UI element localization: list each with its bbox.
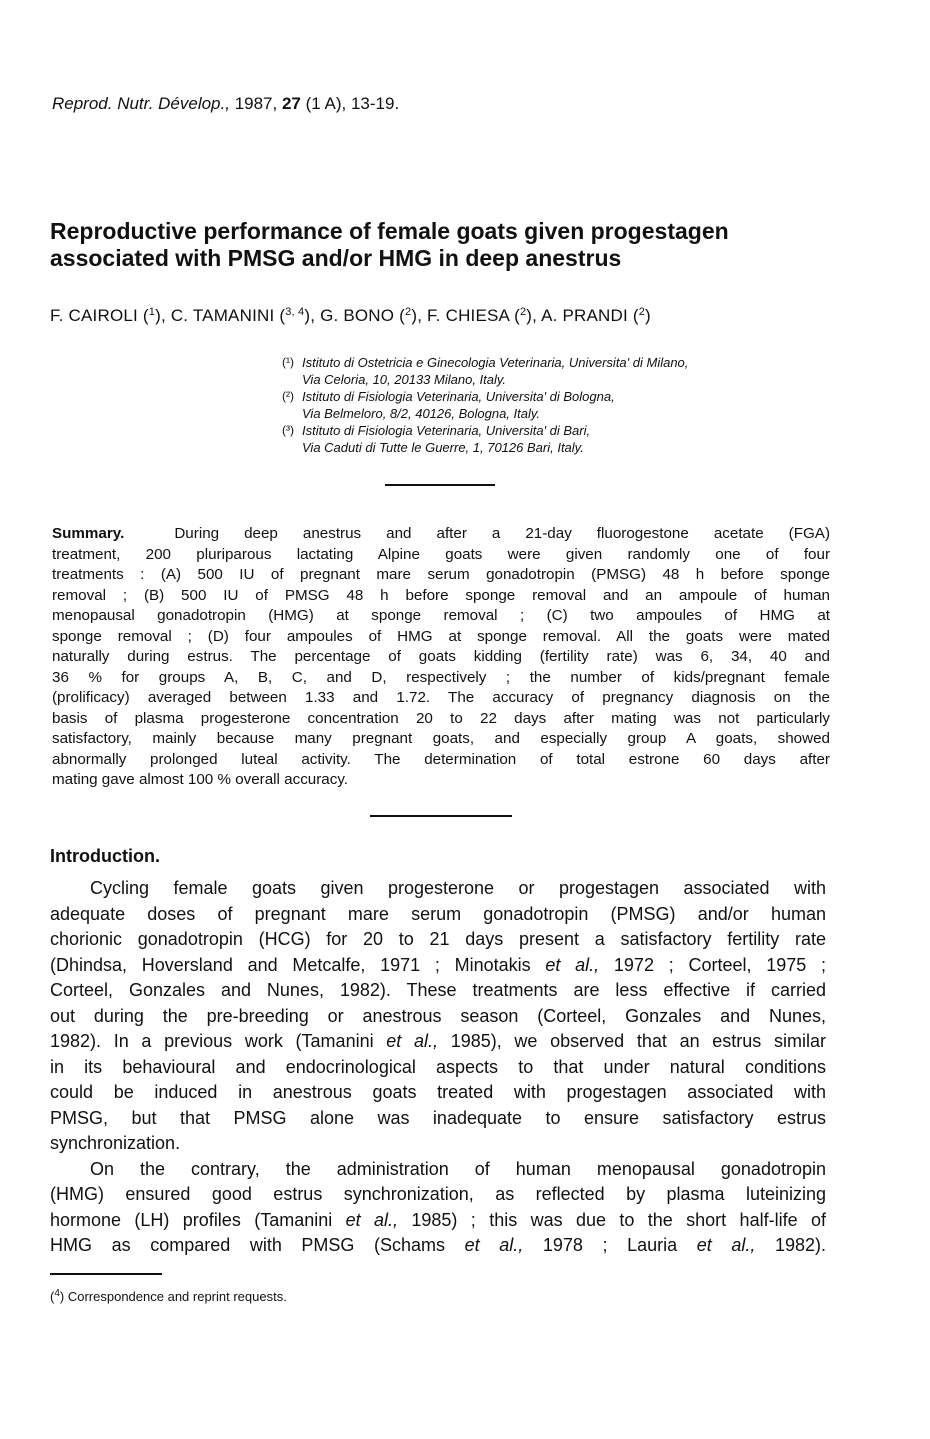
body-line: (Dhindsa, Hoversland and Metcalfe, 1971 ; Minotakis et al., 1972 ; Corteel, 1975 ;: [50, 954, 826, 975]
body-line: Corteel, Gonzales and Nunes, 1982). These treatments are less effective if carried: [50, 980, 826, 1000]
summary-line: sponge removal ; (D) four ampoules of HMG at sponge removal. All the goats were mated: [52, 627, 830, 645]
footnote-marker: 4: [54, 1288, 60, 1299]
author-list: F. CAIROLI ($^1$), C. TAMANINI ($^{3, 4}$), G. BONO ($^2$), F. CHIESA ($^2$), A. PRANDI ($^2$): [50, 306, 651, 325]
affiliation: [282, 388, 688, 422]
affiliation: [282, 422, 688, 456]
affiliation-line: Via Celoria, 10, 20133 Milano, Italy.: [302, 372, 507, 387]
introduction-body: [50, 876, 826, 1259]
affiliation-line: Istituto di Fisiologia Veterinaria, Universita' di Bologna,: [302, 389, 615, 404]
summary-line: 36 % for groups A, B, C, and D, respectively ; the number of kids/pregnant female: [52, 668, 830, 686]
summary-line: abnormally prolonged luteal activity. The determination of total estrone 60 days after: [52, 750, 830, 768]
affiliation-marker: (³): [282, 423, 294, 437]
author-affil-mark: 1: [148, 306, 156, 318]
summary-line: removal ; (B) 500 IU of PMSG 48 h before sponge removal and an ampoule of human: [52, 586, 830, 604]
body-line: Cycling female goats given progesterone or progestagen associated with: [90, 878, 826, 898]
body-line: (HMG) ensured good estrus synchronization, as reflected by plasma luteinizing: [50, 1184, 826, 1204]
author-name: F. CHIESA: [427, 306, 510, 325]
summary-line: menopausal gonadotropin (HMG) at sponge removal ; (C) two ampoules of HMG at: [52, 607, 830, 624]
body-line: On the contrary, the administration of human menopausal gonadotropin: [90, 1158, 826, 1179]
summary-line: mating gave almost 100 % overall accuracy.: [52, 771, 349, 788]
body-line: HMG as compared with PMSG (Schams et al., 1978 ; Lauria et al., 1982).: [50, 1235, 826, 1255]
body-line: could be induced in anestrous goats treated with progestagen associated with: [50, 1082, 826, 1102]
article-title: [50, 218, 870, 272]
section-divider: [385, 484, 495, 486]
body-line: PMSG, but that PMSG alone was inadequate to ensure satisfactory estrus: [50, 1107, 826, 1128]
body-line: synchronization.: [50, 1133, 181, 1153]
summary-line: satisfactory, mainly because many pregnant goats, and especially group A goats, showed: [52, 730, 830, 747]
body-line: chorionic gonadotropin (HCG) for 20 to 21 days present a satisfactory fertility rate: [50, 929, 826, 949]
journal-year: 1987,: [234, 94, 278, 113]
summary-line: treatment, 200 pluriparous lactating Alpine goats were given randomly one of four: [52, 545, 830, 563]
body-line: out during the pre-breeding or anestrous season (Corteel, Gonzales and Nunes,: [50, 1005, 826, 1026]
footnote: ($^4$) Correspondence and reprint requests.: [50, 1288, 287, 1304]
author-affil-mark: 2: [519, 306, 527, 318]
author-name: A. PRANDI: [541, 306, 628, 325]
summary-line: naturally during estrus. The percentage of goats kidding (fertility rate) was 6, 34, 40 and: [52, 648, 830, 665]
footnote-rule: [50, 1273, 162, 1275]
title-line: Reproductive performance of female goats given progestagen: [50, 218, 729, 244]
journal-name: Reprod. Nutr. Dévelop.,: [52, 94, 230, 113]
section-divider: [370, 815, 512, 817]
body-line: in its behavioural and endocrinological aspects to that under natural conditions: [50, 1056, 826, 1077]
summary-label: Summary.: [52, 525, 125, 542]
affiliation-list: [282, 354, 688, 456]
affiliation-line: Istituto di Ostetricia e Ginecologia Veterinaria, Universita' di Milano,: [302, 355, 689, 370]
body-line: adequate doses of pregnant mare serum gonadotropin (PMSG) and/or human: [50, 903, 826, 924]
affiliation-line: Via Caduti di Tutte le Guerre, 1, 70126 Bari, Italy.: [302, 440, 584, 455]
summary-abstract: [52, 524, 830, 791]
title-line: associated with PMSG and/or HMG in deep anestrus: [50, 245, 622, 271]
author-name: C. TAMANINI: [170, 306, 275, 325]
affiliation-marker: (¹): [282, 355, 294, 369]
body-line: hormone (LH) profiles (Tamanini et al., 1985) ; this was due to the short half-life of: [50, 1209, 826, 1230]
section-heading: Introduction.: [50, 846, 160, 866]
affiliation: [282, 354, 688, 388]
summary-line: (prolificacy) averaged between 1.33 and 1.72. The accuracy of pregnancy diagnosis on the: [52, 689, 830, 706]
affiliation-marker: (²): [282, 389, 294, 403]
summary-line: Summary. During deep anestrus and after a 21-day fluorogestone acetate (FGA): [52, 525, 830, 542]
author-affil-mark: 2: [405, 306, 412, 318]
affiliation-line: Istituto di Fisiologia Veterinaria, Universita' di Bari,: [302, 423, 591, 438]
journal-pages: (1 A), 13-19.: [305, 94, 400, 113]
journal-citation: [52, 94, 399, 114]
journal-volume: 27: [281, 94, 301, 113]
author-affil-mark: 2: [638, 306, 646, 318]
summary-line: treatments : (A) 500 IU of pregnant mare serum gonadotropin (PMSG) 48 h before sponge: [52, 566, 830, 583]
author-name: F. CAIROLI: [50, 306, 138, 325]
author-affil-mark: 3, 4: [285, 306, 305, 318]
affiliation-line: Via Belmeloro, 8/2, 40126, Bologna, Italy.: [302, 406, 541, 421]
author-name: G. BONO: [320, 306, 395, 325]
footnote-text: Correspondence and reprint requests.: [67, 1289, 287, 1304]
body-line: 1982). In a previous work (Tamanini et al., 1985), we observed that an estrus similar: [50, 1031, 826, 1051]
summary-line: basis of plasma progesterone concentration 20 to 22 days after mating was not particularly: [52, 709, 830, 727]
